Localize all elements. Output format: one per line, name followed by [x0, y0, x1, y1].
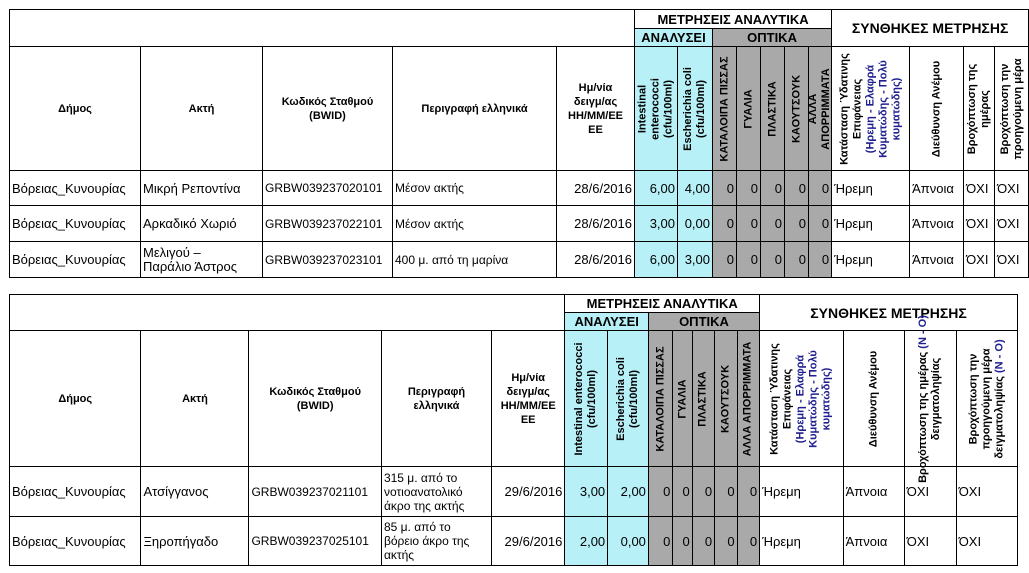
col-akti: Ακτή	[141, 331, 249, 467]
cell-plastika: 0	[692, 467, 714, 517]
cell-date: 28/6/2016	[557, 242, 635, 278]
cell-akti: Ξηροπήγαδο	[141, 517, 249, 566]
cell-code: GRBW039237022101	[263, 206, 393, 242]
cell-kaoutsouk: 0	[715, 467, 737, 517]
cell-code: GRBW039237025101	[249, 517, 381, 566]
cell-kaoutsouk: 0	[785, 206, 809, 242]
cell-gyalia: 0	[737, 206, 761, 242]
metriseis-header: ΜΕΤΡΗΣΕΙΣ ΑΝΑΛΥΤΙΚΑ	[565, 295, 760, 313]
cell-vroxi1: ΌΧΙ	[964, 171, 995, 206]
cell-kaoutsouk: 0	[785, 242, 809, 278]
cell-entero: 6,00	[635, 242, 678, 278]
col-vroxi-prohg: Βροχόπτωση την προηγούμενη μέρα	[995, 47, 1029, 171]
cell-vroxi2: ΌΧΙ	[995, 242, 1029, 278]
cell-entero: 3,00	[635, 206, 678, 242]
measurements-table-1	[9, 9, 1029, 278]
cell-vroxi2: ΌΧΙ	[956, 467, 1017, 517]
cell-alla: 0	[737, 517, 760, 566]
col-kaoutsouk: ΚΑΟΥΤΣΟΥΚ	[785, 47, 809, 171]
col-alla: ΑΛΛΑ ΑΠΟΡΡΙΜΜΑΤΑ	[809, 47, 832, 171]
cell-vroxi1: ΌΧΙ	[904, 467, 956, 517]
table-row	[10, 467, 1018, 517]
cell-pissa: 0	[713, 171, 737, 206]
cell-vroxi1: ΌΧΙ	[904, 517, 956, 566]
cell-plastika: 0	[692, 517, 714, 566]
cell-plastika: 0	[761, 206, 785, 242]
cell-kaoutsouk: 0	[715, 517, 737, 566]
cell-date: 28/6/2016	[557, 171, 635, 206]
cell-dimos: Βόρειας_Κυνουρίας	[10, 171, 141, 206]
cell-katastasi: Ήρεμη	[832, 171, 910, 206]
cell-alla: 0	[809, 206, 832, 242]
col-katastasi: Κατάσταση Ύδατινης Επιφάνειας (Ηρεμη - Ελαφρά Κυματώδης - Πολύ κυματώδης)	[832, 47, 910, 171]
table-row	[10, 242, 1029, 278]
cell-perigrafi: 315 μ. από το νοτιοανατολικό άκρο της ακτής	[381, 467, 491, 517]
col-date: Ημ/νία δειγμ/ας ΗΗ/ΜΜ/ΕΕ ΕΕ	[492, 331, 565, 467]
col-anemos: Διεύθυνση Ανέμου	[843, 331, 904, 467]
cell-date: 29/6/2016	[492, 467, 565, 517]
col-plastika: ΠΛΑΣΤΙΚΑ	[692, 331, 714, 467]
cell-vroxi2: ΌΧΙ	[995, 206, 1029, 242]
cell-ecoli: 4,00	[678, 171, 713, 206]
synthikes-header: ΣΥΝΘΗΚΕΣ ΜΕΤΡΗΣΗΣ	[760, 295, 1018, 331]
cell-anemos: Άπνοια	[843, 517, 904, 566]
cell-perigrafi: 400 μ. από τη μαρίνα	[393, 242, 557, 278]
col-plastika: ΠΛΑΣΤΙΚΑ	[761, 47, 785, 171]
cell-plastika: 0	[761, 171, 785, 206]
table-row	[10, 517, 1018, 566]
cell-anemos: Άπνοια	[910, 242, 964, 278]
cell-katastasi: Ήρεμη	[832, 206, 910, 242]
cell-katastasi: Ήρεμη	[760, 467, 844, 517]
cell-dimos: Βόρειας_Κυνουρίας	[10, 517, 141, 566]
cell-date: 29/6/2016	[492, 517, 565, 566]
cell-code: GRBW039237020101	[263, 171, 393, 206]
cell-entero: 2,00	[565, 517, 608, 566]
cell-pissa: 0	[648, 517, 672, 566]
cell-anemos: Άπνοια	[843, 467, 904, 517]
col-kaoutsouk: ΚΑΟΥΤΣΟΥΚ	[715, 331, 737, 467]
col-perigrafi: Περιγραφή ελληνικά	[381, 331, 491, 467]
analysis-header: ΑΝΑΛΥΣΕΙ	[565, 313, 649, 331]
cell-kaoutsouk: 0	[785, 171, 809, 206]
cell-alla: 0	[809, 242, 832, 278]
col-ecoli: Escherichia coli (cfu/100ml)	[678, 47, 713, 171]
col-dimos: Δήμος	[10, 47, 141, 171]
optika-header: ΟΠΤΙΚΑ	[648, 313, 759, 331]
synthikes-header: ΣΥΝΘΗΚΕΣ ΜΕΤΡΗΣΗΣ	[832, 10, 1029, 47]
cell-code: GRBW039237021101	[249, 467, 381, 517]
cell-entero: 3,00	[565, 467, 608, 517]
col-akti: Ακτή	[141, 47, 263, 171]
col-pissa: ΚΑΤΑΛΟΙΠΑ ΠΙΣΣΑΣ	[713, 47, 737, 171]
cell-katastasi: Ήρεμη	[760, 517, 844, 566]
blank-header	[10, 295, 565, 331]
col-gyalia: ΓΥΑΛΙΑ	[673, 331, 692, 467]
cell-perigrafi: Μέσον ακτής	[393, 206, 557, 242]
cell-vroxi1: ΌΧΙ	[964, 242, 995, 278]
col-vroxi-imeras: Βροχόπτωση της ημέρας (Ν - Ο) δειγματοληψίας	[904, 331, 956, 467]
cell-perigrafi: Μέσον ακτής	[393, 171, 557, 206]
table-row	[10, 206, 1029, 242]
analysis-header: ΑΝΑΛΥΣΕΙ	[635, 29, 713, 47]
cell-gyalia: 0	[673, 517, 692, 566]
cell-perigrafi: 85 μ. από το βόρειο άκρο της ακτής	[381, 517, 491, 566]
col-code: Κωδικός Σταθμού (BWID)	[263, 47, 393, 171]
col-vroxi-prohg: Βροχόπτωση την προηγούμενη μέρα δειγματοληψίας (Ν - Ο)	[956, 331, 1017, 467]
cell-pissa: 0	[713, 242, 737, 278]
cell-vroxi2: ΌΧΙ	[995, 171, 1029, 206]
cell-code: GRBW039237023101	[263, 242, 393, 278]
col-gyalia: ΓΥΑΛΙΑ	[737, 47, 761, 171]
col-perigrafi: Περιγραφή ελληνικά	[393, 47, 557, 171]
cell-akti: Μικρή Ρεποντίνα	[141, 171, 263, 206]
cell-plastika: 0	[761, 242, 785, 278]
col-date: Ημ/νία δειγμ/ας ΗΗ/ΜΜ/ΕΕ ΕΕ	[557, 47, 635, 171]
cell-ecoli: 0,00	[678, 206, 713, 242]
cell-vroxi2: ΌΧΙ	[956, 517, 1017, 566]
col-dimos: Δήμος	[10, 331, 141, 467]
col-code: Κωδικός Σταθμού (BWID)	[249, 331, 381, 467]
cell-anemos: Άπνοια	[910, 171, 964, 206]
cell-ecoli: 2,00	[608, 467, 649, 517]
cell-ecoli: 0,00	[608, 517, 649, 566]
col-alla: ΑΛΛΑ ΑΠΟΡΡΙΜΜΑΤΑ	[737, 331, 760, 467]
col-katastasi: Κατάσταση Ύδατινης Επιφάνειας (Ηρεμη - Ελαφρά Κυματώδης - Πολύ κυματώδης)	[760, 331, 844, 467]
cell-gyalia: 0	[737, 242, 761, 278]
cell-pissa: 0	[713, 206, 737, 242]
col-entero: Intestinal enterococci (cfu/100ml)	[565, 331, 608, 467]
cell-gyalia: 0	[673, 467, 692, 517]
optika-header: ΟΠΤΙΚΑ	[713, 29, 832, 47]
col-vroxi-imeras: Βροχόπτωση της ημέρας	[964, 47, 995, 171]
cell-dimos: Βόρειας_Κυνουρίας	[10, 467, 141, 517]
col-anemos: Διεύθυνση Ανέμου	[910, 47, 964, 171]
cell-dimos: Βόρειας_Κυνουρίας	[10, 242, 141, 278]
cell-gyalia: 0	[737, 171, 761, 206]
cell-entero: 6,00	[635, 171, 678, 206]
cell-vroxi1: ΌΧΙ	[964, 206, 995, 242]
col-ecoli: Escherichia coli (cfu/100ml)	[608, 331, 649, 467]
cell-alla: 0	[809, 171, 832, 206]
cell-katastasi: Ήρεμη	[832, 242, 910, 278]
cell-alla: 0	[737, 467, 760, 517]
measurements-table-2	[9, 294, 1018, 566]
metriseis-header: ΜΕΤΡΗΣΕΙΣ ΑΝΑΛΥΤΙΚΑ	[635, 10, 832, 29]
col-entero: Intestinal enterococci (cfu/100ml)	[635, 47, 678, 171]
blank-header	[10, 10, 635, 47]
cell-akti: Αρκαδικό Χωριό	[141, 206, 263, 242]
cell-ecoli: 3,00	[678, 242, 713, 278]
cell-date: 28/6/2016	[557, 206, 635, 242]
cell-akti: Μελιγού – Παράλιο Άστρος	[141, 242, 263, 278]
cell-akti: Ατσίγγανος	[141, 467, 249, 517]
table-row	[10, 171, 1029, 206]
cell-anemos: Άπνοια	[910, 206, 964, 242]
cell-pissa: 0	[648, 467, 672, 517]
cell-dimos: Βόρειας_Κυνουρίας	[10, 206, 141, 242]
col-pissa: ΚΑΤΑΛΟΙΠΑ ΠΙΣΣΑΣ	[648, 331, 672, 467]
